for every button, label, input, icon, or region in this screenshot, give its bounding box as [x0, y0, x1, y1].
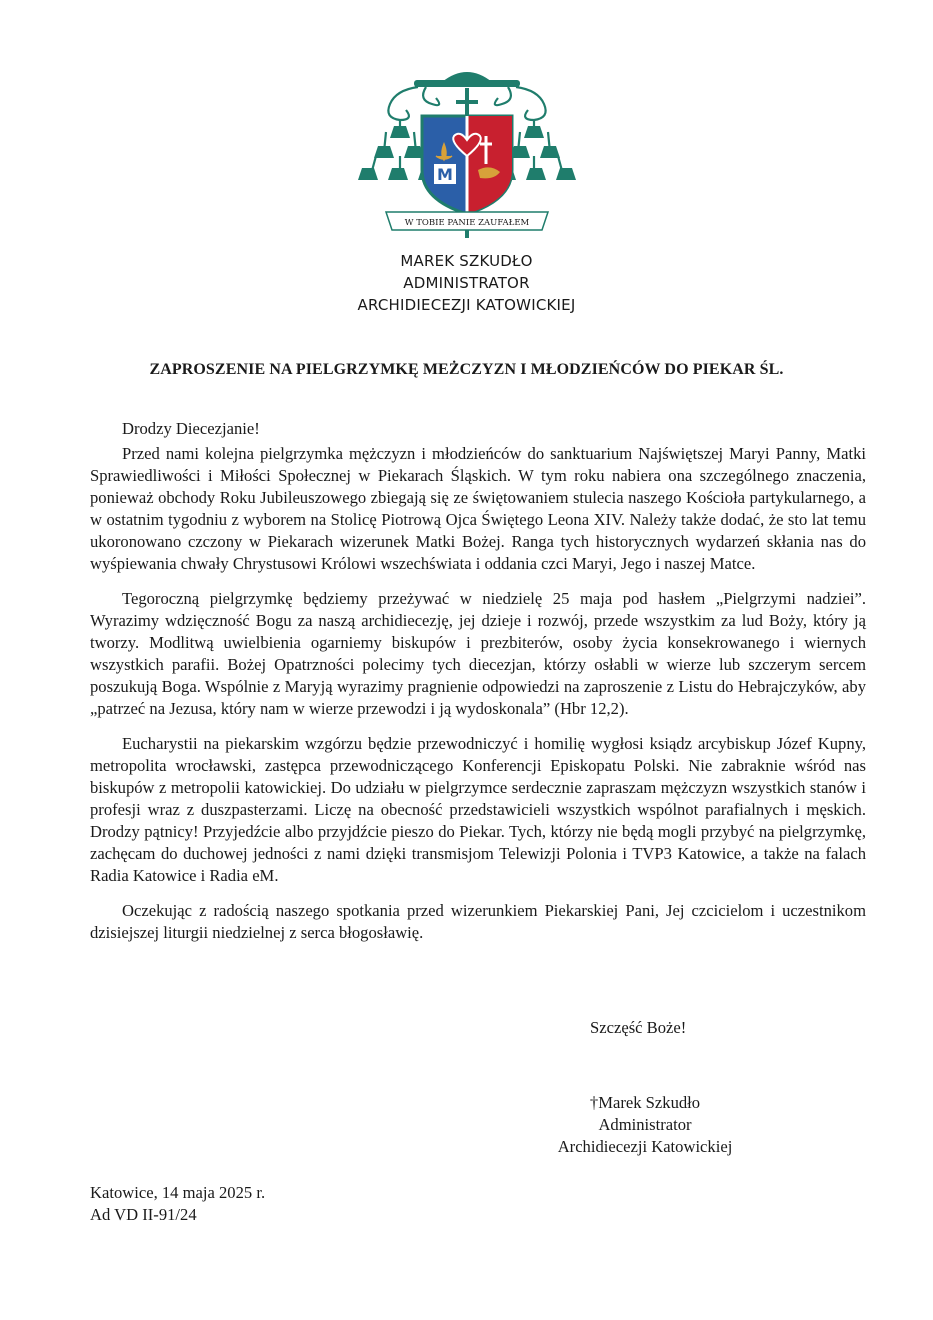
paragraph-1: Przed nami kolejna pielgrzymka mężczyzn i młodzieńców do sanktuarium Najświętszej Maryi Panny, Matki Sprawiedliwości i Miłości Społecznej w Piekarach Śląskich. W tym roku nabiera ona szczególnego znaczenia, ponieważ obchody Roku Jubileuszowego zbiegają się ze świętowaniem stulecia naszego Kościoła partykularnego, a w ostatnim tygodniu z wyborem na Stolicę Piotrową Ojca Świętego Leona XIV. Należy także dodać, że sto lat temu ukoronowano czczony w Piekarach wizerunek Matki Bożej. Ranga tych historycznych wydarzeń skłania nas do wyśpiewania chwały Chrystusowi Królowi wszechświata i oddania czci Maryi, Jego i naszej Matce.	[90, 444, 866, 573]
greeting: Drodzy Diecezjanie!	[122, 419, 260, 438]
paragraph-3: Eucharystii na piekarskim wzgórzu będzie przewodniczyć i homilię wygłosi ksiądz arcybiskup Józef Kupny, metropolita wrocławski, zastępca przewodniczącego Konferencji Episkopatu Polski. Nie zabraknie wśród nas biskupów z metropolii katowickiej. Do udziału w pielgrzymce serdecznie zapraszam mężczyzn wszystkich stanów i profesji wraz z duszpasterzami. Liczę na obecność przedstawicieli wszystkich wspólnot parafialnych i męskich. Drodzy pątnicy! Przyjedźcie albo przyjdźcie pieszo do Piekar. Tych, którzy nie będą mogli przybyć na pielgrzymkę, zachęcam do duchowej jedności z nami dzięki transmisjom Telewizji Polonia i TVP3 Katowice, a także na falach Radia Katowice i Radia eM.	[90, 734, 866, 885]
paragraph-2: Tegoroczną pielgrzymkę będziemy przeżywać w niedzielę 25 maja pod hasłem „Pielgrzymi nadziei”. Wyrazimy wdzięczność Bogu za naszą archidiecezję, jej dzieje i rozwój, przede wszystkim za lud Boży, który ją tworzy. Modlitwą uwielbienia ogarniemy biskupów i prezbiterów, osoby życia konsekrowanego i wiernych wszystkich parafii. Bożej Opatrzności polecimy tych diecezjan, którzy osłabli w wierze lub szczerym sercem poszukują Boga. Wspólnie z Maryją wyrazimy pragnienie odpowiedzi na zaproszenie z Listu do Hebrajczyków, aby „patrzeć na Jezusa, który nam w wierze przewodzi i ją wydoskonala” (Hbr 12,2).	[90, 589, 866, 718]
document-footer	[90, 1182, 265, 1226]
letterhead	[300, 250, 633, 316]
place-and-date: Katowice, 14 maja 2025 r.	[90, 1183, 266, 1202]
reference-number: Ad VD II-91/24	[90, 1205, 197, 1224]
author-office: ARCHIDIECEZJI KATOWICKIEJ	[357, 296, 576, 314]
author-role: ADMINISTRATOR	[403, 274, 530, 292]
paragraph-4: Oczekując z radością naszego spotkania przed wizerunkiem Piekarskiej Pani, Jej czcicielom i uczestnikom dzisiejszej liturgii niedzielnej z serca błogosławię.	[90, 901, 866, 942]
closing-blessing: Szczęść Boże!	[590, 1018, 687, 1037]
letter-body	[90, 418, 866, 957]
signature-role: Administrator	[598, 1115, 692, 1134]
document-title: ZAPROSZENIE NA PIELGRZYMKĘ MEŻCZYZN I MŁODZIEŃCÓW DO PIEKAR ŚL.	[149, 361, 784, 378]
shield-monogram-text: M	[437, 165, 453, 184]
signature-office: Archidiecezji Katowickiej	[557, 1137, 733, 1156]
author-name: MAREK SZKUDŁO	[400, 252, 533, 270]
coat-of-arms-motto: W TOBIE PANIE ZAUFAŁEM	[404, 218, 530, 228]
signature-name: †Marek Szkudło	[589, 1093, 701, 1112]
coat-of-arms-logo	[356, 60, 578, 245]
signature-block	[520, 1092, 770, 1158]
